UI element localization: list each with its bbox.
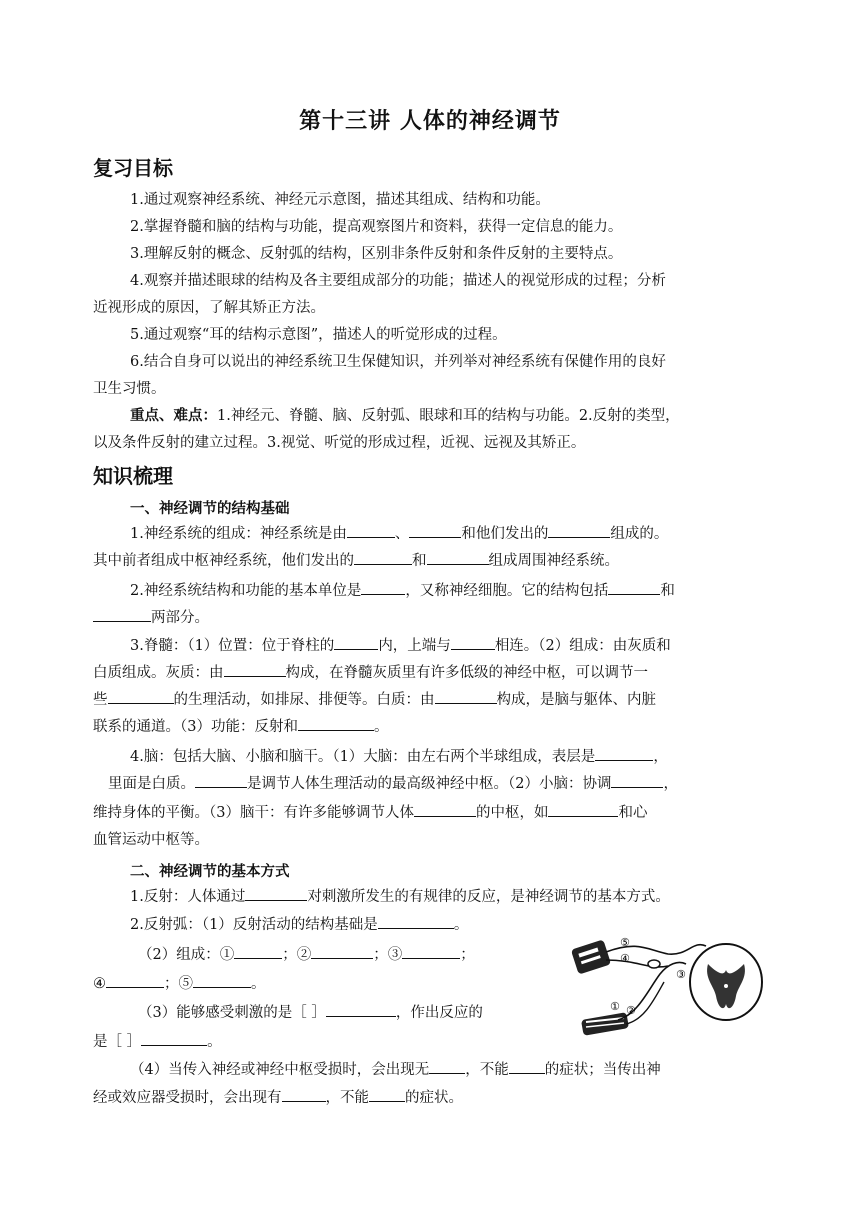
subheading-structure: 一、神经调节的结构基础 (130, 501, 290, 517)
p2-line1: 2.神经系统结构和功能的基本单位是 ，又称神经细胞。它的结构包括 和 (130, 580, 675, 601)
p3-line3: 些 的生理活动，如排尿、排便等。白质：由 构成，是脑与躯体、内脏 (93, 689, 656, 710)
blank-field[interactable] (427, 550, 489, 565)
goal-6-line2: 卫生习惯。 (93, 381, 166, 397)
blank-field[interactable] (548, 523, 610, 538)
blank-field[interactable] (369, 1087, 405, 1102)
receptor-skin-icon (571, 939, 611, 974)
p3-line4: 联系的通道。（3）功能：反射和 。 (93, 716, 388, 737)
blank-field[interactable] (509, 1059, 545, 1074)
q3-line2: 经或效应器受损时，会出现有 ，不能 的症状。 (93, 1087, 463, 1108)
goal-5: 5.通过观察“耳的结构示意图”，描述人的听觉形成的过程。 (130, 327, 507, 343)
blank-field[interactable] (429, 1059, 465, 1074)
blank-field[interactable] (326, 1002, 396, 1017)
p4-line2: 里面是白质。 是调节人体生理活动的最高级神经中枢。（2）小脑：协调 ， (108, 773, 678, 794)
q2-line4: （3）能够感受刺激的是［ ］ ，作出反应的 (138, 1002, 483, 1023)
blank-field[interactable] (354, 550, 412, 565)
blank-field[interactable] (451, 635, 495, 650)
blank-field[interactable] (108, 689, 174, 704)
figure-label-1: ① (610, 1000, 620, 1013)
figure-label-3: ③ (676, 968, 686, 981)
q2-line3: ④ ；⑤ 。 (93, 973, 266, 994)
blank-field[interactable] (402, 944, 460, 959)
blank-field[interactable] (106, 973, 164, 988)
ganglion-icon (648, 960, 660, 968)
q3-line1: （4）当传入神经或神经中枢受损时，会出现无 ，不能 的症状；当传出神 (130, 1059, 661, 1080)
blank-field[interactable] (282, 1087, 326, 1102)
blank-field[interactable] (435, 689, 497, 704)
blank-field[interactable] (414, 802, 476, 817)
goal-3: 3.理解反射的概念、反射弧的结构，区别非条件反射和条件反射的主要特点。 (130, 246, 623, 262)
effector-muscle-icon (581, 1012, 629, 1036)
key-points-text: 1.神经元、脊髓、脑、反射弧、眼球和耳的结构与功能。2.反射的类型， (217, 408, 680, 424)
key-points-label: 重点、难点： (130, 408, 217, 424)
goal-1: 1.通过观察神经系统、神经元示意图，描述其组成、结构和功能。 (130, 192, 550, 208)
reflex-arc-figure (568, 930, 768, 1050)
p4-line1: 4.脑：包括大脑、小脑和脑干。（1）大脑：由左右两个半球组成，表层是 ， (130, 746, 668, 767)
blank-field[interactable] (409, 523, 461, 538)
p3-line2: 白质组成。灰质：由 构成，在脊髓灰质里有许多低级的神经中枢，可以调节一 (93, 662, 648, 683)
goal-2: 2.掌握脊髓和脑的结构与功能，提高观察图片和资料，获得一定信息的能力。 (130, 219, 623, 235)
goal-6-line1: 6.结合自身可以说出的神经系统卫生保健知识，并列举对神经系统有保健作用的良好 (130, 354, 666, 370)
p4-line4: 血管运动中枢等。 (93, 832, 209, 848)
key-points-line1 (130, 406, 680, 426)
goal-4-line1: 4.观察并描述眼球的结构及各主要组成部分的功能；描述人的视觉形成的过程；分析 (130, 273, 666, 289)
blank-field[interactable] (378, 914, 454, 929)
p1-line1: 1.神经系统的组成：神经系统是由 、 和他们发出的 组成的。 (130, 523, 668, 544)
section-heading-goals: 复习目标 (93, 156, 173, 180)
blank-field[interactable] (245, 886, 307, 901)
page-title: 第十三讲 人体的神经调节 (299, 109, 561, 134)
blank-field[interactable] (595, 746, 653, 761)
p2-line2: 两部分。 (93, 607, 209, 628)
blank-field[interactable] (93, 607, 151, 622)
blank-field[interactable] (298, 716, 374, 731)
blank-field[interactable] (334, 635, 378, 650)
blank-field[interactable] (234, 944, 282, 959)
blank-field[interactable] (548, 802, 618, 817)
p4-line3: 维持身体的平衡。（3）脑干：有许多能够调节人体 的中枢，如 和心 (93, 802, 647, 823)
q2-line5: 是［ ］ 。 (93, 1031, 222, 1052)
blank-field[interactable] (608, 580, 660, 595)
blank-field[interactable] (141, 1031, 207, 1046)
figure-label-5: ⑤ (620, 936, 630, 949)
section-heading-knowledge: 知识梳理 (93, 464, 173, 488)
blank-field[interactable] (224, 662, 286, 677)
q2-line2: （2）组成：① ；② ；③ ； (138, 944, 475, 965)
figure-label-4: ④ (620, 952, 630, 965)
q2-line1: 2.反射弧：（1）反射活动的结构基础是 。 (130, 914, 468, 935)
blank-field[interactable] (195, 773, 247, 788)
blank-field[interactable] (193, 973, 251, 988)
blank-field[interactable] (347, 523, 395, 538)
p3-line1: 3.脊髓：（1）位置：位于脊柱的 内，上端与 相连。（2）组成：由灰质和 (130, 635, 671, 656)
spinal-cord-section-icon (690, 944, 762, 1020)
figure-label-2: ② (626, 1004, 636, 1017)
q1-line: 1.反射：人体通过 对刺激所发生的有规律的反应，是神经调节的基本方式。 (130, 886, 670, 907)
blank-field[interactable] (611, 773, 663, 788)
p1-line2: 其中前者组成中枢神经系统，他们发出的 和 组成周围神经系统。 (93, 550, 619, 571)
blank-field[interactable] (361, 580, 405, 595)
goal-4-line2: 近视形成的原因，了解其矫正方法。 (93, 300, 325, 316)
key-points-line2: 以及条件反射的建立过程。3.视觉、听觉的形成过程，近视、远视及其矫正。 (93, 435, 586, 451)
subheading-method: 二、神经调节的基本方式 (130, 864, 290, 880)
blank-field[interactable] (311, 944, 373, 959)
